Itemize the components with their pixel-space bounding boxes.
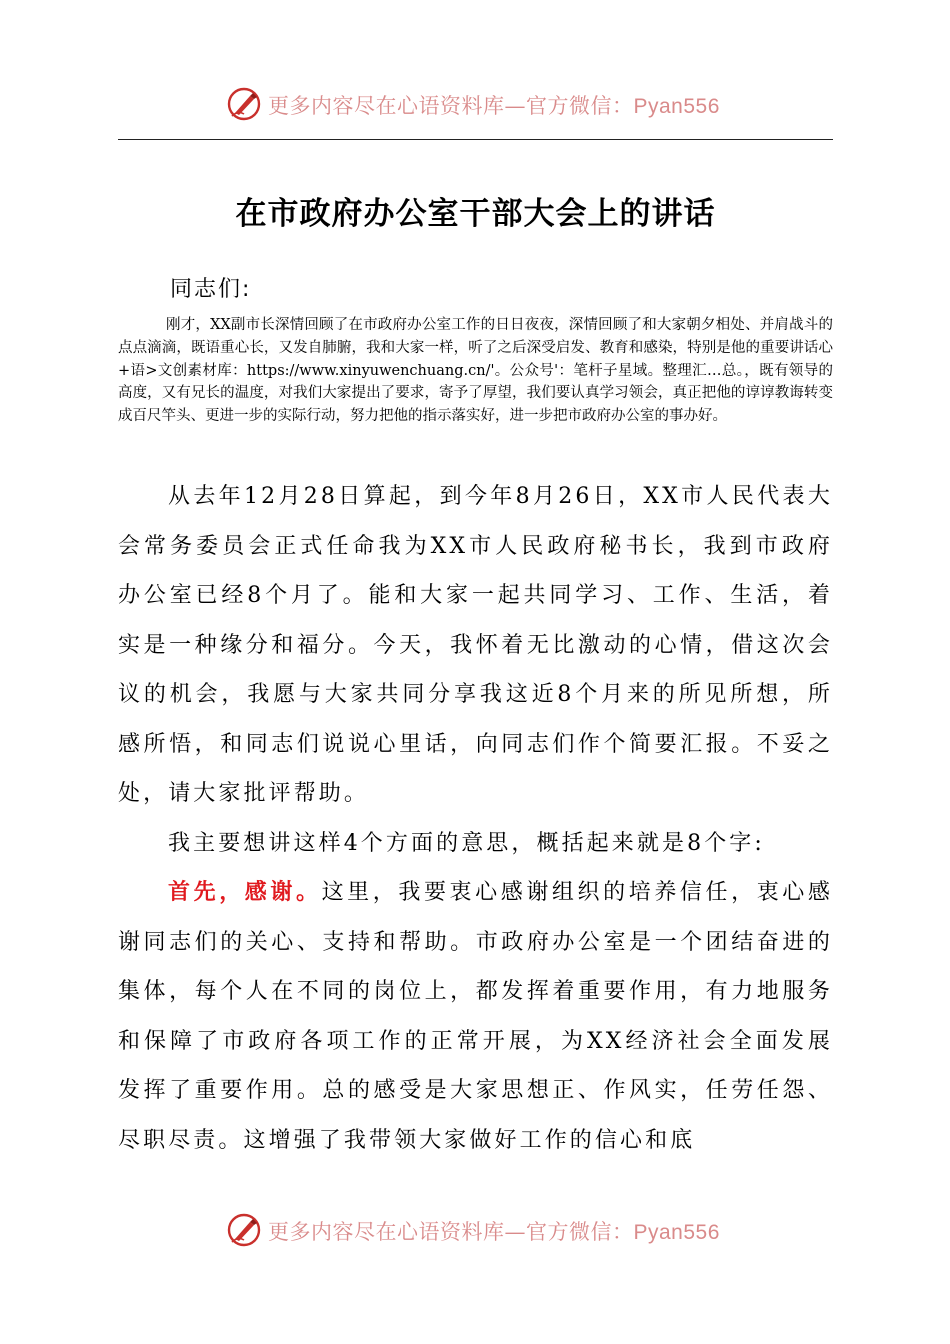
paragraph-3-text: 这里，我要衷心感谢组织的培养信任，衷心感谢同志们的关心、支持和帮助。市政府办公室是一个团结奋进的集体，每个人在不同的岗位上，都发挥着重要作用，有力地服务和保障了市政府各项工作的正常开展，为XX经济社会全面发展发挥了重要作用。总的感受是大家思想正、作风实，任劳任怨、尽职尽责。这增强了我带领大家做好工作的信心和底: [118, 880, 833, 1153]
watermark-text: 更多内容尽在心语资料库—官方微信：Pyan556: [268, 94, 720, 118]
header-watermark: [0, 84, 950, 124]
small-paragraph: 刚才，XX副市长深情回顾了在市政府办公室工作的日日夜夜，深情回顾了和大家朝夕相处、并肩战斗的点点滴滴，既语重心长，又发自肺腑，我和大家一样，听了之后深受启发、教育和感染，特别是他的重要讲话心+语>文创素材库：https://www.xinyuwenchuang.cn/'。公众号'：笔杆子星域。整理汇…总。，既有领导的高度，又有兄长的温度，对我们大家提出了要求，寄予了厚望，我们要认真学习领会，真正把他的谆谆教诲转变成百尺竿头、更进一步的实际行动，努力把他的指示落实好，进一步把市政府办公室的事办好。: [118, 317, 833, 425]
paragraph-1: 从去年12月28日算起，到今年8月26日，XX市人民代表大会常务委员会正式任命我为XX市人民政府秘书长，我到市政府办公室已经8个月了。能和大家一起共同学习、工作、生活，着实是一种缘分和福分。今天，我怀着无比激动的心情，借这次会议的机会，我愿与大家共同分享我这近8个月来的所见所想，所感所悟，和同志们说说心里话，向同志们作个简要汇报。不妥之处，请大家批评帮助。: [118, 484, 833, 806]
paragraph-3: [118, 868, 833, 1165]
watermark-text: 更多内容尽在心语资料库—官方微信：Pyan556: [268, 1220, 720, 1244]
pen-logo-icon: [226, 86, 262, 122]
paragraph-2: 我主要想讲这样4个方面的意思，概括起来就是8个字:: [168, 830, 765, 856]
header-divider: [118, 139, 833, 140]
red-heading: 首先，感谢。: [168, 880, 322, 905]
document-title: 在市政府办公室干部大会上的讲话: [235, 196, 716, 232]
document-body: [118, 472, 833, 1165]
footer-watermark: [0, 1210, 950, 1250]
greeting: 同志们:: [170, 277, 252, 302]
pen-logo-icon: [226, 1212, 262, 1248]
